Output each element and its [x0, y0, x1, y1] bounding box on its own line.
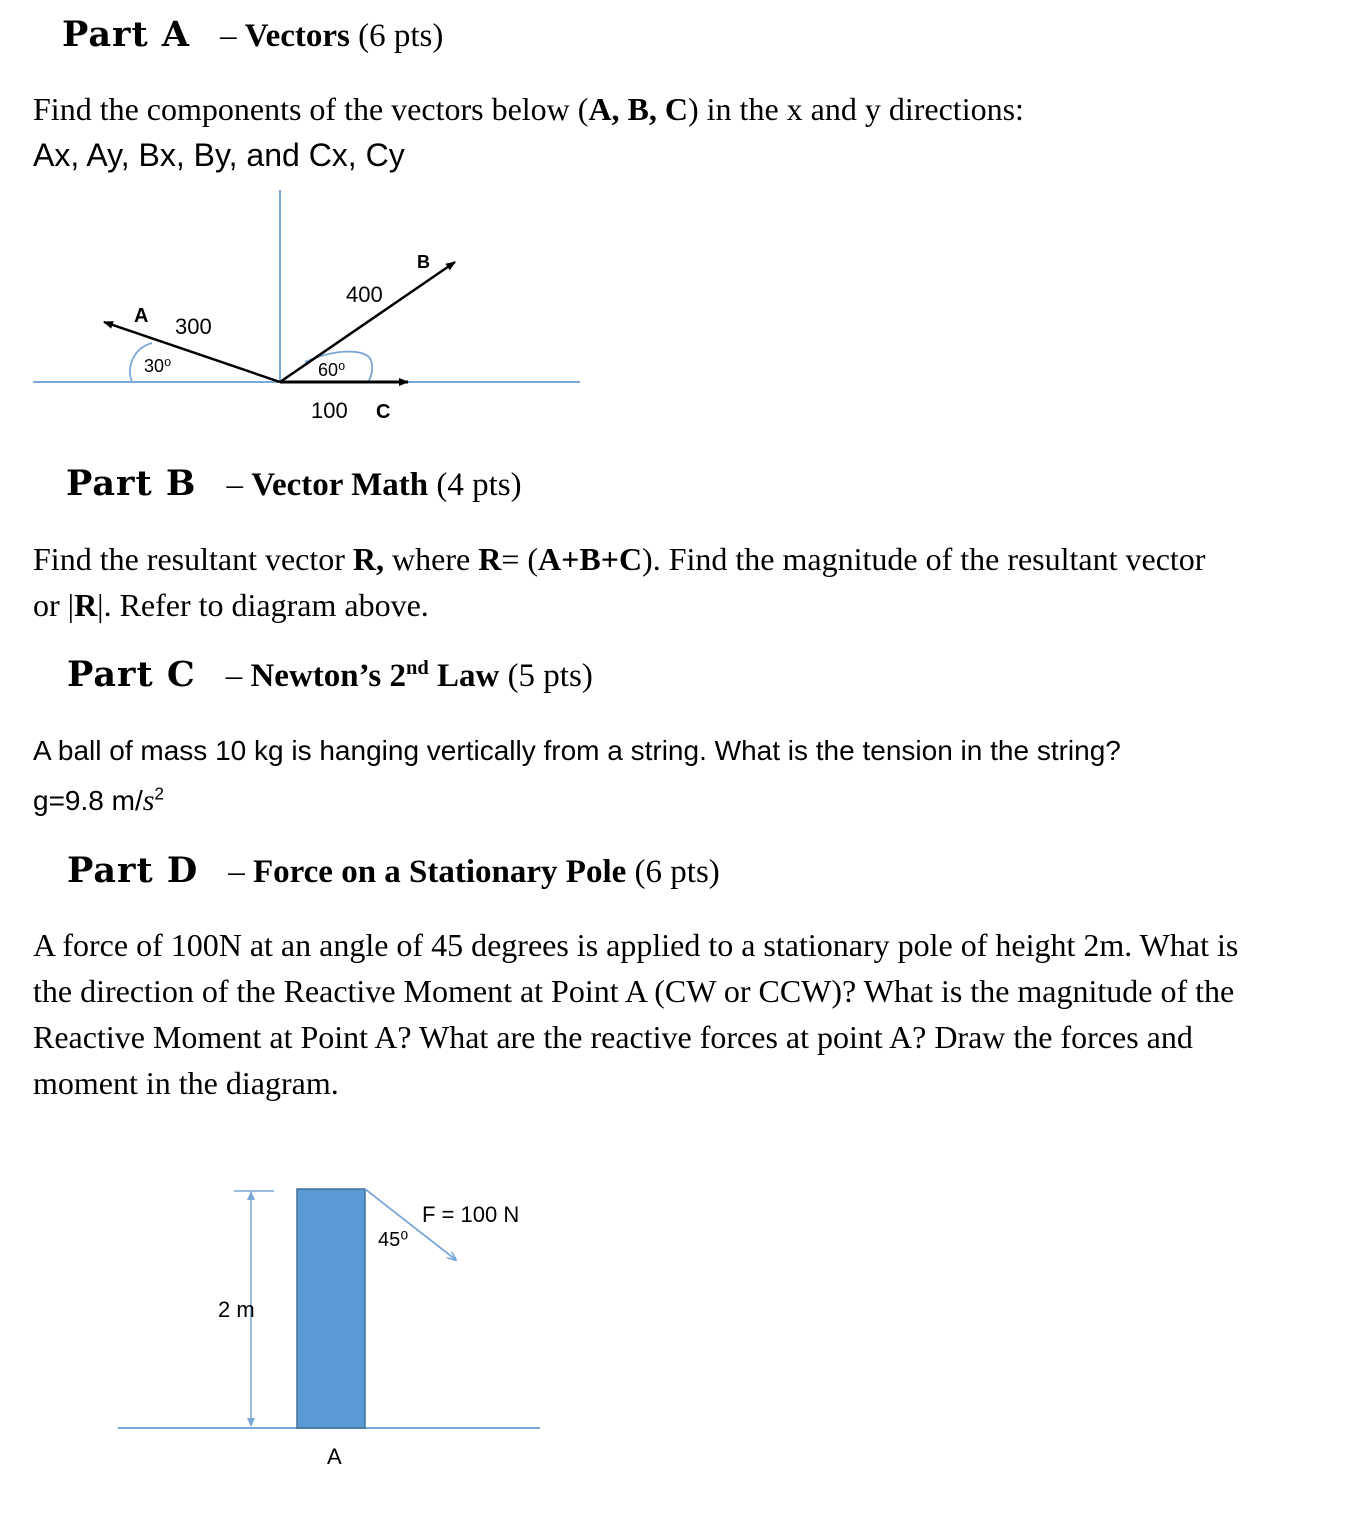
part-b-question: Find the resultant vector R, where R= (A+B+C). Find the magnitude of the resultant vector or |R|. Refer to diagram above. [33, 541, 1206, 623]
point-a-label: A [327, 1444, 342, 1469]
part-c-gravity: g=9.8 $m/s^2$ [33, 783, 165, 817]
part-d-heading [67, 850, 720, 891]
part-d-label: Part D [67, 850, 199, 891]
force-label: F = 100 N [422, 1202, 520, 1227]
part-a-heading [62, 14, 443, 55]
height-dimension-bottom-arrow [247, 1418, 255, 1427]
vector-c-magnitude: 100 [311, 398, 348, 423]
part-a-dash: – [220, 18, 237, 54]
part-c-label: Part C [67, 654, 196, 695]
part-a-points: (6 pts) [358, 18, 444, 54]
part-d-question: A force of 100N at an angle of 45 degrees is applied to a stationary pole of height 2m. What is the direction of the Reactive Moment at Point A (CW or CCW)? What is the magnitude of the Reactive Moment at Point A? What are the reactive forces at point A? Draw the forces and moment in the diagram. [33, 927, 1239, 1101]
part-a-instruction-line2: Ax, Ay, Bx, By, and Cx, Cy [33, 137, 405, 173]
vector-a-label: A [134, 305, 149, 327]
vector-a-angle: 30⁰ [144, 356, 172, 376]
pole-diagram [100, 1170, 560, 1480]
part-a-label: Part A [62, 14, 191, 55]
part-b-label: Part B [66, 463, 197, 504]
vector-b-label: B [417, 252, 430, 272]
vector-diagram [0, 180, 600, 440]
part-b-title: Vector Math [251, 467, 429, 503]
part-b-heading [66, 463, 522, 504]
part-c-question [33, 726, 1333, 826]
part-b-points: (4 pts) [436, 467, 522, 503]
part-c-points: (5 pts) [507, 658, 593, 694]
vector-c-label: C [376, 401, 391, 423]
part-c-title: Newton’s 2nd Law [250, 657, 500, 694]
part-c-question-text: A ball of mass 10 kg is hanging vertically from a string. What is the tension in the string? [33, 735, 1121, 766]
part-a-instruction-line1: Find the components of the vectors below (A, B, C) in the x and y directions: [33, 91, 1024, 127]
vector-b-magnitude: 400 [346, 282, 383, 307]
angle-label: 45⁰ [378, 1229, 409, 1251]
part-d-points: (6 pts) [634, 854, 720, 890]
pole [297, 1189, 365, 1428]
vector-b-arrow [280, 262, 455, 382]
height-dimension-top-arrow [247, 1191, 255, 1200]
part-d-dash: – [228, 854, 245, 890]
height-label: 2 m [218, 1297, 255, 1322]
part-a-title: Vectors [244, 18, 350, 54]
vector-b-angle: 60⁰ [318, 360, 346, 380]
part-b-dash: – [226, 467, 243, 503]
part-c-dash: – [225, 658, 243, 694]
part-a-instruction [33, 86, 1323, 178]
vector-a-magnitude: 300 [175, 314, 212, 339]
part-d-title: Force on a Stationary Pole [252, 854, 627, 890]
part-c-heading [67, 654, 593, 695]
